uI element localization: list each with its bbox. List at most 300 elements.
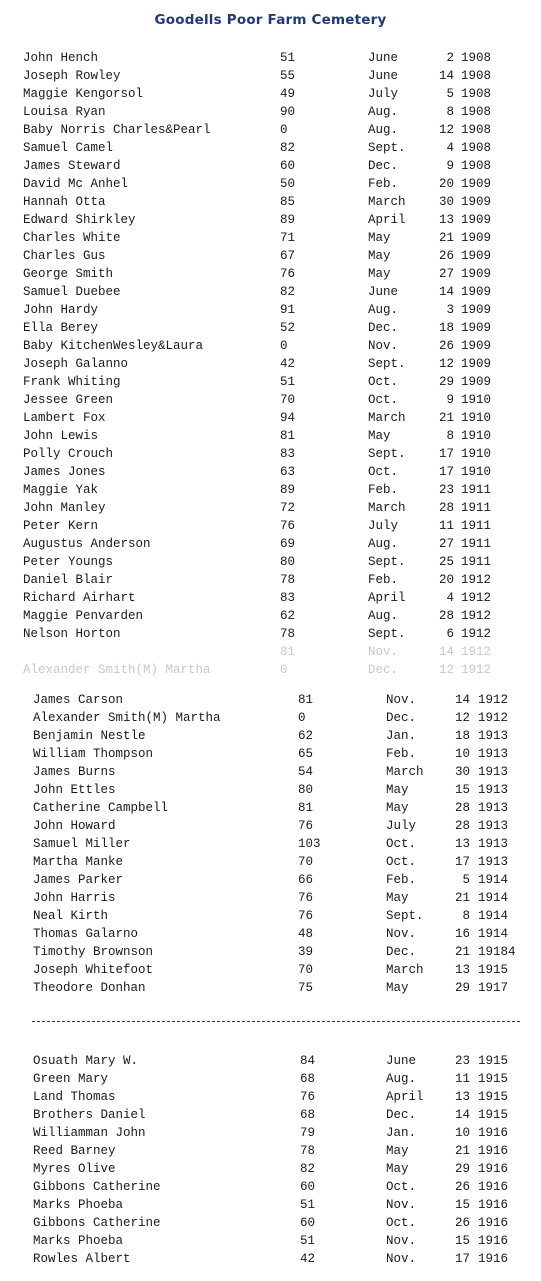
record-year: 1912: [461, 573, 492, 587]
record-day: 14: [438, 285, 454, 299]
record-year: 1915: [478, 1072, 509, 1086]
burial-record-row: [0, 213, 541, 231]
record-year: 1913: [478, 819, 509, 833]
record-day: 14: [454, 693, 470, 707]
record-age: 89: [280, 213, 296, 227]
record-age: 39: [298, 945, 314, 959]
record-age: 78: [280, 627, 296, 641]
burial-record-row: [0, 1180, 541, 1198]
burial-record-row: [0, 339, 541, 357]
record-name: Green Mary: [33, 1072, 109, 1086]
record-month: Sept.: [368, 357, 406, 371]
record-month: Nov.: [386, 927, 417, 941]
record-day: 14: [454, 1108, 470, 1122]
record-day: 11: [454, 1072, 470, 1086]
record-age: 82: [280, 141, 296, 155]
record-year: 1914: [478, 909, 509, 923]
burial-record-row: [0, 429, 541, 447]
record-day: 9: [446, 393, 454, 407]
record-age: 70: [280, 393, 296, 407]
record-name: Frank Whiting: [23, 375, 121, 389]
record-month: Dec.: [386, 1108, 417, 1122]
record-age: 103: [298, 837, 321, 851]
burial-record-row: [0, 231, 541, 249]
record-name: Baby Norris Charles&Pearl: [23, 123, 211, 137]
record-name: Timothy Brownson: [33, 945, 154, 959]
record-day: 14: [438, 69, 454, 83]
record-month: Jan.: [386, 1126, 417, 1140]
record-month: May: [386, 891, 409, 905]
burial-record-row: [0, 627, 541, 645]
burial-record-row: [0, 873, 541, 891]
burial-record-row: [0, 465, 541, 483]
record-age: 81: [298, 693, 314, 707]
burial-record-row: [0, 1144, 541, 1162]
burial-record-row: [0, 1234, 541, 1252]
record-name: Nelson Horton: [23, 627, 121, 641]
record-age: 68: [300, 1072, 316, 1086]
record-age: 76: [298, 891, 314, 905]
record-month: July: [368, 87, 399, 101]
burial-record-row: [0, 177, 541, 195]
record-year: 1908: [461, 159, 492, 173]
record-day: 26: [438, 339, 454, 353]
record-age: 80: [280, 555, 296, 569]
record-name: Theodore Donhan: [33, 981, 146, 995]
record-age: 67: [280, 249, 296, 263]
record-name: Ella Berey: [23, 321, 99, 335]
record-age: 63: [280, 465, 296, 479]
record-day: 23: [454, 1054, 470, 1068]
record-day: 17: [454, 855, 470, 869]
record-age: 72: [280, 501, 296, 515]
record-year: 1908: [461, 51, 492, 65]
record-day: 29: [438, 375, 454, 389]
record-day: 20: [438, 573, 454, 587]
burial-list-section-2: [0, 693, 541, 999]
record-year: 1910: [461, 393, 492, 407]
record-day: 28: [438, 609, 454, 623]
record-year: 1916: [478, 1216, 509, 1230]
record-name: Peter Youngs: [23, 555, 114, 569]
burial-record-row: [0, 1108, 541, 1126]
record-month: May: [386, 783, 409, 797]
record-month: Oct.: [368, 375, 399, 389]
record-month: Sept.: [368, 627, 406, 641]
burial-record-row: [0, 819, 541, 837]
record-year: 1911: [461, 537, 492, 551]
record-age: 81: [280, 645, 296, 659]
record-day: 12: [438, 357, 454, 371]
record-month: Feb.: [368, 177, 399, 191]
burial-record-row: [0, 447, 541, 465]
record-year: 1913: [478, 801, 509, 815]
record-month: Oct.: [368, 393, 399, 407]
record-year: 1909: [461, 339, 492, 353]
record-month: March: [368, 501, 406, 515]
record-day: 15: [454, 1198, 470, 1212]
record-age: 52: [280, 321, 296, 335]
record-name: Joseph Whitefoot: [33, 963, 154, 977]
record-day: 29: [454, 1162, 470, 1176]
record-year: 1916: [478, 1162, 509, 1176]
record-day: 28: [438, 501, 454, 515]
record-age: 81: [298, 801, 314, 815]
record-year: 1915: [478, 1054, 509, 1068]
record-year: 1909: [461, 213, 492, 227]
record-year: 1914: [478, 927, 509, 941]
burial-record-row: [0, 555, 541, 573]
record-age: 50: [280, 177, 296, 191]
burial-record-row: [0, 69, 541, 87]
burial-record-row: [0, 801, 541, 819]
record-year: 1912: [478, 693, 509, 707]
record-month: May: [386, 1162, 409, 1176]
burial-record-row: [0, 357, 541, 375]
burial-record-row: [0, 1216, 541, 1234]
record-month: Dec.: [368, 321, 399, 335]
record-day: 12: [438, 123, 454, 137]
record-day: 21: [438, 231, 454, 245]
record-month: Aug.: [368, 303, 399, 317]
record-day: 13: [438, 213, 454, 227]
burial-record-row: [0, 411, 541, 429]
record-name: John Ettles: [33, 783, 116, 797]
record-day: 13: [454, 963, 470, 977]
record-month: March: [386, 963, 424, 977]
record-month: Dec.: [368, 159, 399, 173]
record-month: Sept.: [368, 141, 406, 155]
record-day: 10: [454, 1126, 470, 1140]
record-month: Feb.: [386, 873, 417, 887]
burial-record-row: [0, 981, 541, 999]
record-name: James Parker: [33, 873, 124, 887]
burial-record-row: [0, 963, 541, 981]
record-year: 1914: [478, 891, 509, 905]
record-name: Williamman John: [33, 1126, 146, 1140]
record-age: 62: [280, 609, 296, 623]
record-age: 78: [300, 1144, 316, 1158]
record-year: 1912: [461, 627, 492, 641]
record-year: 1910: [461, 447, 492, 461]
record-month: Nov.: [368, 645, 399, 659]
record-year: 1913: [478, 837, 509, 851]
record-year: 1913: [478, 855, 509, 869]
record-day: 9: [446, 159, 454, 173]
record-age: 76: [300, 1090, 316, 1104]
record-day: 18: [438, 321, 454, 335]
record-name: John Lewis: [23, 429, 99, 443]
record-name: Martha Manke: [33, 855, 124, 869]
burial-record-row: [0, 141, 541, 159]
record-year: 1909: [461, 267, 492, 281]
record-name: Myres Olive: [33, 1162, 116, 1176]
record-age: 79: [300, 1126, 316, 1140]
record-year: 1912: [461, 609, 492, 623]
record-name: James Carson: [33, 693, 124, 707]
record-age: 82: [280, 285, 296, 299]
record-year: 1913: [478, 729, 509, 743]
record-name: Lambert Fox: [23, 411, 106, 425]
record-month: May: [386, 1144, 409, 1158]
record-age: 76: [298, 909, 314, 923]
record-month: Oct.: [386, 837, 417, 851]
record-age: 60: [300, 1180, 316, 1194]
record-name: John Hardy: [23, 303, 99, 317]
record-age: 0: [280, 663, 288, 677]
record-year: 1913: [478, 783, 509, 797]
record-age: 49: [280, 87, 296, 101]
record-name: Baby KitchenWesley&Laura: [23, 339, 204, 353]
record-month: May: [386, 801, 409, 815]
record-year: 1912: [461, 645, 492, 659]
record-age: 76: [280, 267, 296, 281]
record-month: Nov.: [386, 693, 417, 707]
record-day: 13: [454, 1090, 470, 1104]
record-name: John Howard: [33, 819, 116, 833]
record-month: Aug.: [368, 537, 399, 551]
record-age: 48: [298, 927, 314, 941]
record-name: Peter Kern: [23, 519, 99, 533]
record-year: 1916: [478, 1180, 509, 1194]
record-age: 54: [298, 765, 314, 779]
record-month: Feb.: [368, 573, 399, 587]
burial-record-row: [0, 927, 541, 945]
record-age: 70: [298, 855, 314, 869]
record-month: April: [368, 591, 406, 605]
record-name: George Smith: [23, 267, 114, 281]
record-day: 2: [446, 51, 454, 65]
record-name: Samuel Duebee: [23, 285, 121, 299]
record-name: James Steward: [23, 159, 121, 173]
record-year: 1912: [461, 663, 492, 677]
record-month: Oct.: [386, 855, 417, 869]
record-day: 27: [438, 537, 454, 551]
record-year: 1916: [478, 1234, 509, 1248]
record-age: 51: [300, 1234, 316, 1248]
record-day: 26: [454, 1180, 470, 1194]
record-name: Polly Crouch: [23, 447, 114, 461]
burial-record-row: [0, 303, 541, 321]
burial-list-section-3: [0, 1054, 541, 1270]
record-month: Sept.: [368, 447, 406, 461]
record-year: 1911: [461, 483, 492, 497]
burial-record-row: [0, 51, 541, 69]
record-name: Gibbons Catherine: [33, 1180, 161, 1194]
record-day: 17: [438, 447, 454, 461]
record-name: Brothers Daniel: [33, 1108, 146, 1122]
record-day: 4: [446, 591, 454, 605]
record-name: Osuath Mary W.: [33, 1054, 139, 1068]
record-name: Catherine Campbell: [33, 801, 169, 815]
burial-record-row: [0, 249, 541, 267]
record-day: 21: [438, 411, 454, 425]
burial-record-row: [0, 855, 541, 873]
burial-record-row: [0, 195, 541, 213]
record-month: Oct.: [368, 465, 399, 479]
burial-record-row: [0, 693, 541, 711]
burial-record-row: [0, 837, 541, 855]
record-name: Gibbons Catherine: [33, 1216, 161, 1230]
record-age: 51: [280, 375, 296, 389]
record-year: 1915: [478, 1090, 509, 1104]
record-year: 1910: [461, 465, 492, 479]
burial-record-row: [0, 747, 541, 765]
record-day: 30: [454, 765, 470, 779]
record-day: 12: [438, 663, 454, 677]
record-name: Charles White: [23, 231, 121, 245]
record-month: May: [368, 231, 391, 245]
record-month: Jan.: [386, 729, 417, 743]
record-year: 1909: [461, 249, 492, 263]
record-day: 3: [446, 303, 454, 317]
record-month: July: [386, 819, 417, 833]
record-day: 27: [438, 267, 454, 281]
record-age: 78: [280, 573, 296, 587]
record-month: Nov.: [368, 339, 399, 353]
burial-record-row: [0, 573, 541, 591]
record-name: John Hench: [23, 51, 99, 65]
record-day: 15: [454, 783, 470, 797]
record-age: 80: [298, 783, 314, 797]
record-year: 1908: [461, 123, 492, 137]
record-month: April: [386, 1090, 424, 1104]
record-year: 1908: [461, 69, 492, 83]
burial-record-row: [0, 663, 541, 681]
burial-record-row: [0, 483, 541, 501]
record-day: 25: [438, 555, 454, 569]
record-day: 28: [454, 801, 470, 815]
record-year: 1914: [478, 873, 509, 887]
record-day: 17: [438, 465, 454, 479]
burial-record-row: [0, 267, 541, 285]
record-month: Feb.: [368, 483, 399, 497]
record-name: Samuel Camel: [23, 141, 114, 155]
record-year: 1909: [461, 357, 492, 371]
record-name: James Jones: [23, 465, 106, 479]
burial-record-row: [0, 501, 541, 519]
record-name: Reed Barney: [33, 1144, 116, 1158]
burial-record-row: [0, 783, 541, 801]
record-year: 1909: [461, 231, 492, 245]
record-name: Samuel Miller: [33, 837, 131, 851]
record-year: 1909: [461, 303, 492, 317]
record-age: 76: [280, 519, 296, 533]
burial-record-row: [0, 1162, 541, 1180]
burial-record-row: [0, 909, 541, 927]
record-day: 18: [454, 729, 470, 743]
burial-record-row: [0, 645, 541, 663]
record-age: 84: [300, 1054, 316, 1068]
record-name: Benjamin Nestle: [33, 729, 146, 743]
record-name: Edward Shirkley: [23, 213, 136, 227]
record-month: March: [368, 411, 406, 425]
record-age: 62: [298, 729, 314, 743]
record-name: Joseph Galanno: [23, 357, 129, 371]
record-name: William Thompson: [33, 747, 154, 761]
record-year: 1909: [461, 285, 492, 299]
record-name: Neal Kirth: [33, 909, 109, 923]
burial-record-row: [0, 1198, 541, 1216]
record-year: 1917: [478, 981, 509, 995]
burial-record-row: [0, 321, 541, 339]
record-year: 1908: [461, 141, 492, 155]
record-name: Richard Airhart: [23, 591, 136, 605]
burial-record-row: [0, 1126, 541, 1144]
record-name: John Manley: [23, 501, 106, 515]
record-age: 70: [298, 963, 314, 977]
record-age: 91: [280, 303, 296, 317]
record-year: 19184: [478, 945, 516, 959]
record-month: May: [386, 981, 409, 995]
record-month: Aug.: [368, 609, 399, 623]
record-age: 0: [298, 711, 306, 725]
record-month: May: [368, 267, 391, 281]
record-age: 71: [280, 231, 296, 245]
record-month: May: [368, 429, 391, 443]
record-month: Aug.: [368, 123, 399, 137]
record-name: Louisa Ryan: [23, 105, 106, 119]
record-name: Maggie Kengorsol: [23, 87, 144, 101]
record-year: 1908: [461, 105, 492, 119]
burial-record-row: [0, 729, 541, 747]
record-day: 8: [446, 105, 454, 119]
record-name: Joseph Rowley: [23, 69, 121, 83]
burial-record-row: [0, 1054, 541, 1072]
record-day: 20: [438, 177, 454, 191]
burial-record-row: [0, 765, 541, 783]
burial-record-row: [0, 393, 541, 411]
record-month: Oct.: [386, 1216, 417, 1230]
record-day: 29: [454, 981, 470, 995]
record-name: Thomas Galarno: [33, 927, 139, 941]
record-day: 16: [454, 927, 470, 941]
record-year: 1909: [461, 195, 492, 209]
record-name: Maggie Yak: [23, 483, 99, 497]
record-year: 1909: [461, 321, 492, 335]
record-year: 1916: [478, 1126, 509, 1140]
record-year: 1916: [478, 1144, 509, 1158]
record-age: 75: [298, 981, 314, 995]
record-year: 1908: [461, 87, 492, 101]
record-year: 1911: [461, 519, 492, 533]
record-day: 5: [446, 87, 454, 101]
section-divider: [32, 1021, 520, 1022]
record-name: Land Thomas: [33, 1090, 116, 1104]
record-age: 68: [300, 1108, 316, 1122]
record-age: 51: [280, 51, 296, 65]
record-year: 1913: [478, 747, 509, 761]
record-age: 42: [300, 1252, 316, 1266]
record-age: 85: [280, 195, 296, 209]
record-day: 23: [438, 483, 454, 497]
burial-record-row: [0, 519, 541, 537]
burial-record-row: [0, 591, 541, 609]
record-name: James Burns: [33, 765, 116, 779]
record-year: 1910: [461, 429, 492, 443]
record-year: 1909: [461, 177, 492, 191]
record-day: 8: [446, 429, 454, 443]
record-day: 12: [454, 711, 470, 725]
record-day: 30: [438, 195, 454, 209]
record-age: 66: [298, 873, 314, 887]
record-month: Nov.: [386, 1252, 417, 1266]
burial-record-row: [0, 159, 541, 177]
record-age: 65: [298, 747, 314, 761]
burial-record-row: [0, 945, 541, 963]
burial-record-row: [0, 285, 541, 303]
record-day: 26: [454, 1216, 470, 1230]
